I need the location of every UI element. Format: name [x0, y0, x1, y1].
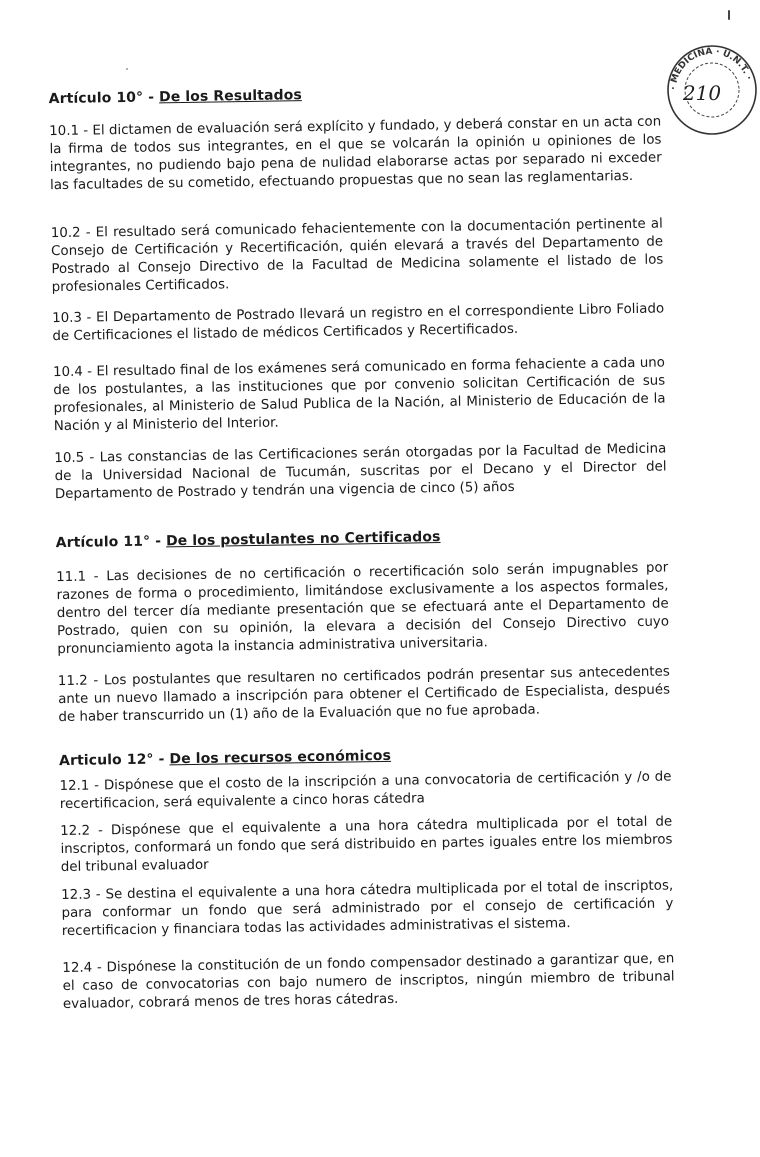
article-10-heading: [49, 87, 302, 107]
article-heading-title: De los recursos económicos: [169, 747, 392, 768]
folio-number: 210: [682, 81, 722, 105]
paragraph-12-3: 12.3 - Se destina el equivalente a una hora cátedra multiplicada por el total de inscriptos, para conformar un fondo que será administrado por el consejo de certificación y recertificacion y financiara todas las actividades administrativas el sistema.: [61, 878, 674, 940]
paragraph-10-3: 10.3 - El Departamento de Postrado llevará un registro en el correspondiente Libro Foliado de Certificaciones el listado de médicos Certificados y Recertificados.: [52, 301, 665, 345]
folio-stamp: [664, 42, 760, 138]
paragraph-10-5: 10.5 - Las constancias de las Certificaciones serán otorgadas por la Facultad de Medicina de la Universidad Nacional de Tucumán, suscritas por el Decano y el Director del Departamento de Postrado y tendrán una vigencia de cinco (5) años: [54, 441, 667, 503]
stamp-text: · MEDICINA · U.N.T. ·: [668, 46, 754, 91]
article-heading-title: De los Resultados: [158, 87, 302, 106]
article-12-heading: [59, 748, 391, 769]
paragraph-10-2: 10.2 - El resultado será comunicado fehacientemente con la documentación pertinente al Consejo de Certificación y Recertificación, quién elevará a través del Departamento de Postrado al Consejo Directivo de la Facultad de Medicina solamente el listado de los profesionales Certificados.: [50, 216, 664, 296]
scan-speck: [728, 10, 730, 20]
paragraph-12-1: 12.1 - Dispónese que el costo de la inscripción a una convocatoria de certificación y /o de recertificacion, será equivalente a cinco horas cátedra: [59, 769, 672, 813]
article-heading-prefix: Artículo 10° -: [48, 89, 155, 108]
paragraph-12-4: 12.4 - Dispónese la constitución de un fondo compensador destinado a garantizar que, en el caso de convocatorias con bajo numero de inscriptos, ningún miembro de tribunal evaluador, cobrará menos de tres horas cátedras.: [62, 951, 675, 1013]
paragraph-11-1: 11.1 - Las decisiones de no certificación o recertificación solo serán impugnables por razones de forma o procedimiento, limitándose exclusivamente a los aspectos formales, dentro del tercer día mediante presentación que se efectuará ante el Departamento de Postrado, quien con su opinión, la elevara a decisión del Consejo Directivo cuyo pronunciamiento agota la instancia administrativa universitaria.: [56, 560, 670, 658]
scan-speck: [126, 68, 128, 70]
paragraph-10-1: 10.1 - El dictamen de evaluación será explícito y fundado, y deberá constar en un acta con la firma de todos sus integrantes, en el que se volcarán la opinión u opiniones de los integrantes, no pudiendo bajo pena de nulidad elaborarse actas por separado ni exceder las facultades de su cometido, efectuando propuestas que no sean las reglamentarias.: [49, 114, 662, 194]
article-heading-prefix: Articulo 12° -: [58, 751, 165, 770]
paragraph-12-2: 12.2 - Dispónese que el equivalente a una hora cátedra multiplicada por el total de inscriptos, conformará un fondo que será distribuido en partes iguales entre los miembros del tribunal evaluador: [60, 814, 673, 876]
article-heading-prefix: Artículo 11° -: [55, 533, 162, 552]
article-11-heading: [56, 529, 441, 551]
paragraph-11-2: 11.2 - Los postulantes que resultaren no certificados podrán presentar sus antecedentes ante un nuevo llamado a inscripción para obtener el Certificado de Especialista, después de haber transcurrido un (1) año de la Evaluación que no fue aprobada.: [57, 664, 671, 726]
article-heading-title: De los postulantes no Certificados: [165, 529, 441, 550]
paragraph-10-4: 10.4 - El resultado final de los exámenes será comunicado en forma fehaciente a cada uno de los postulantes, a las instituciones que por convenio solicitan Certificación de sus profesionales, al Ministerio de Salud Publica de la Nación, al Ministerio de Educación de la Nación y al Ministerio del Interior.: [52, 355, 666, 435]
